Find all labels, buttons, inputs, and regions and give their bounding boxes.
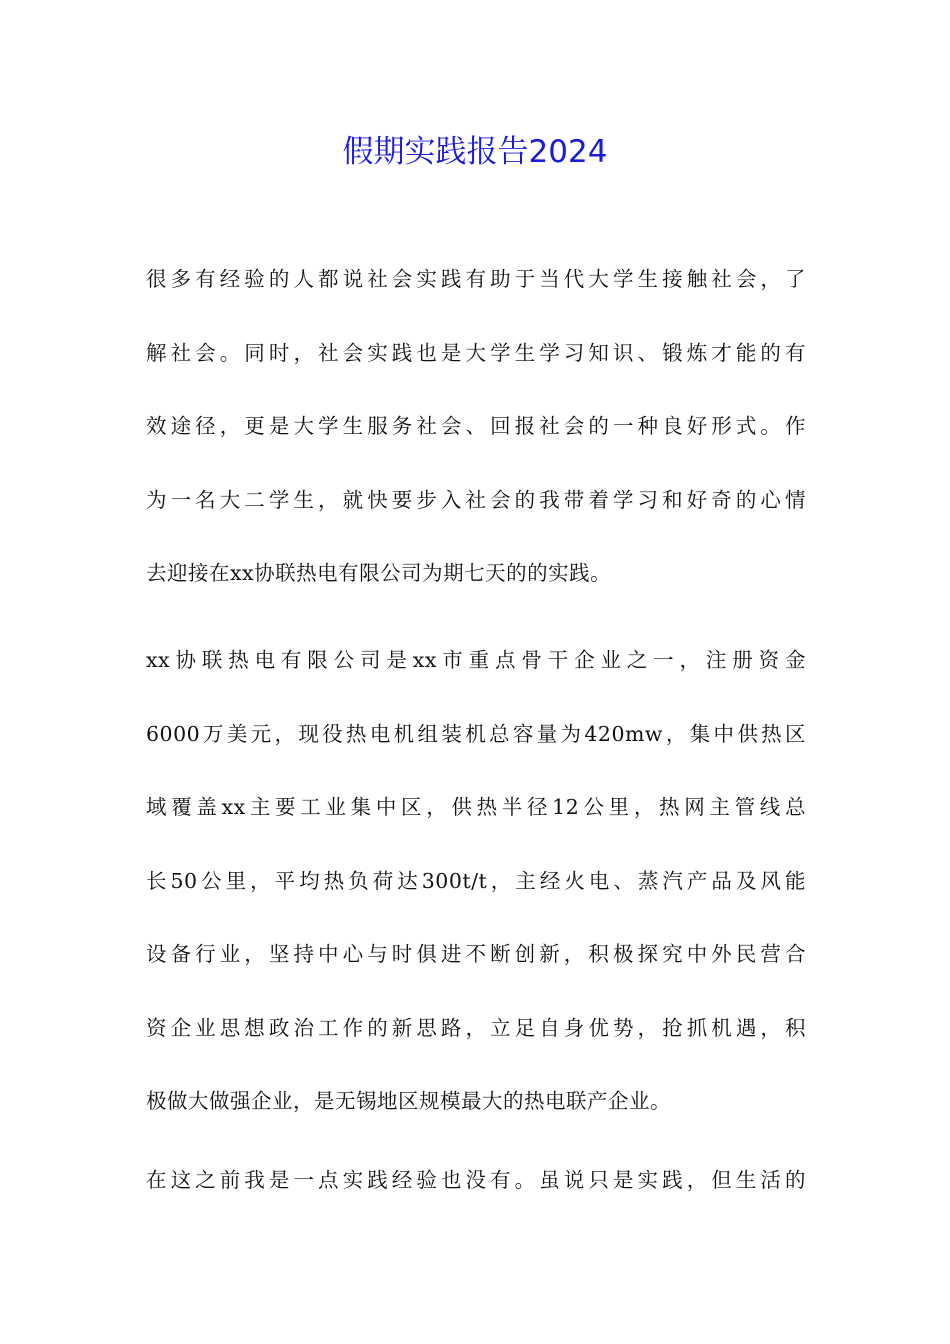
paragraph-line: 设备行业，坚持中心与时俱进不断创新，积极探究中外民营合 xyxy=(146,942,806,966)
paragraph-line: 为一名大二学生，就快要步入社会的我带着学习和好奇的心情 xyxy=(146,487,806,512)
document-title: 假期实践报告2024 xyxy=(342,134,608,170)
paragraph-2 xyxy=(146,624,806,1139)
paragraph-line: 6000万美元，现役热电机组装机总容量为420mw，集中供热区 xyxy=(146,721,806,746)
paragraph-line: 去迎接在xx协联热电有限公司为期七天的的实践。 xyxy=(146,561,612,585)
paragraph-line: 效途径，更是大学生服务社会、回报社会的一种良好形式。作 xyxy=(146,414,806,438)
paragraph-line: xx协联热电有限公司是xx市重点骨干企业之一，注册资金 xyxy=(146,648,806,672)
paragraph-line: 资企业思想政治工作的新思路，立足自身优势，抢抓机遇，积 xyxy=(146,1015,806,1040)
paragraph-line: 解社会。同时，社会实践也是大学生学习知识、锻炼才能的有 xyxy=(146,340,806,365)
paragraph-line: 很多有经验的人都说社会实践有助于当代大学生接触社会，了 xyxy=(146,267,806,291)
paragraph-line: 极做大做强企业，是无锡地区规模最大的热电联产企业。 xyxy=(146,1089,671,1113)
paragraph-line: 长50公里，平均热负荷达300t/t，主经火电、蒸汽产品及风能 xyxy=(146,868,806,893)
paragraph-line: 域覆盖xx主要工业集中区，供热半径12公里，热网主管线总 xyxy=(146,795,806,819)
paragraph-1 xyxy=(146,243,806,611)
paragraph-line: 在这之前我是一点实践经验也没有。虽说只是实践，但生活的 xyxy=(146,1168,806,1192)
paragraph-3 xyxy=(146,1144,806,1218)
